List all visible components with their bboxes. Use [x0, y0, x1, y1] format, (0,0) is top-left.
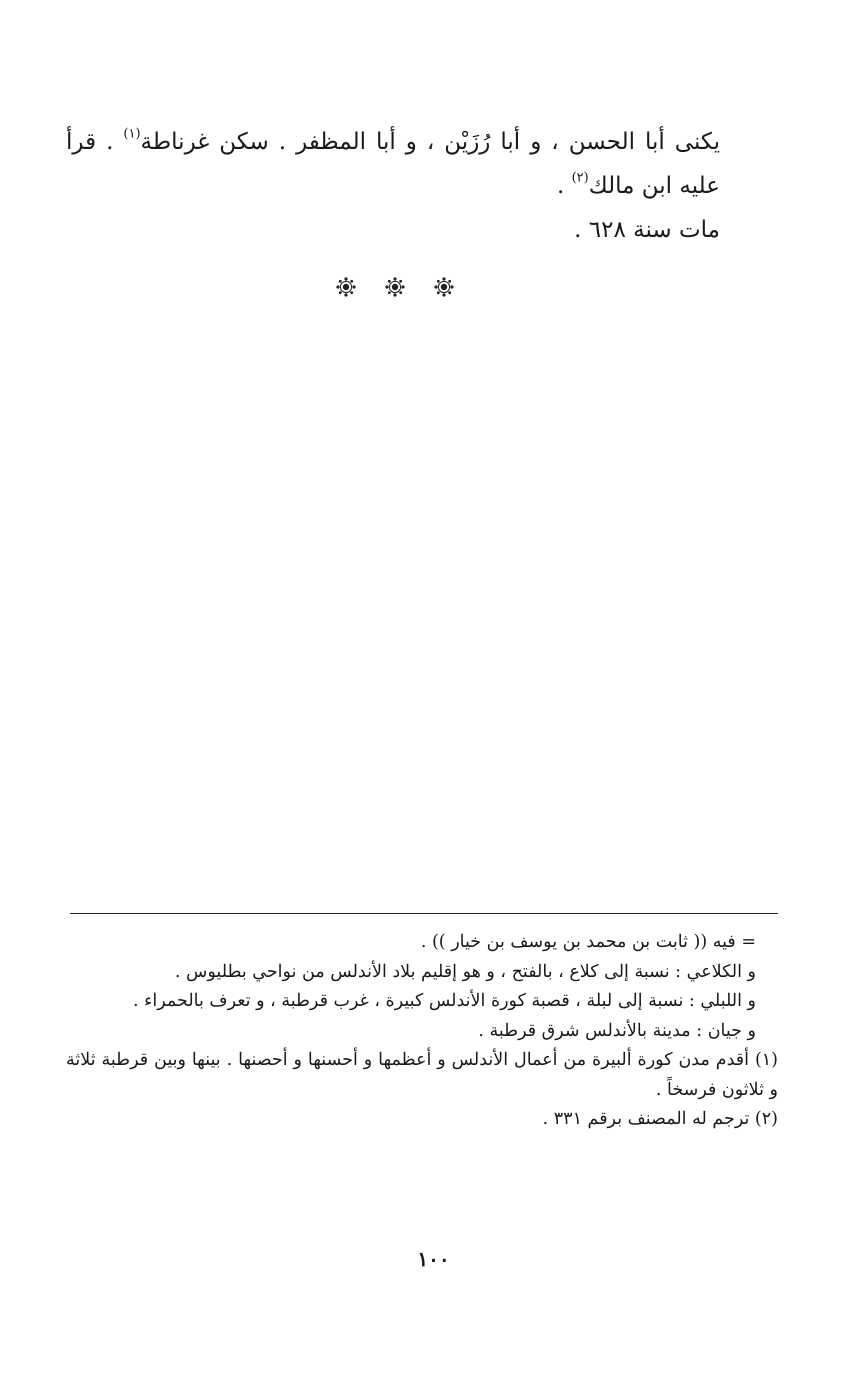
page-number: ١٠٠: [417, 1247, 450, 1271]
footnotes: [66, 928, 778, 1135]
footnote-ref-2: (٢): [571, 170, 589, 186]
footnote-continued-line: و جيان : مدينة بالأندلس شرق قرطبة .: [478, 1020, 756, 1041]
biography-text-part: .: [556, 173, 572, 199]
footnote-ref-1: (١): [123, 126, 141, 142]
flower-ornament-icon: [384, 276, 406, 298]
flower-ornament-icon: [335, 276, 357, 298]
biography-text: [66, 120, 778, 252]
biography-text-part: يكنى أبا الحسن ، و أبا رُزَيْن ، و أبا المظفر . سكن غرناطة: [140, 129, 720, 155]
footnote-continued-line: و الكلاعي : نسبة إلى كلاع ، بالفتح ، و هو إقليم بلاد الأندلس من نواحي بطليوس .: [174, 961, 756, 982]
death-year-line: مات سنة ٦٢٨ .: [574, 217, 720, 243]
footnote-1: (١) أقدم مدن كورة ألبيرة من أعمال الأندلس و أعظمها و أحسنها و أحصنها . بينها وبين قرطبة ثلاثة و ثلاثون فرسخاً .: [66, 1050, 778, 1100]
biography-paragraph: [66, 120, 778, 208]
biography-text-part: . قرأ عليه ابن مالك: [66, 129, 720, 199]
section-ornaments: [335, 276, 455, 298]
footnote-2: (٢) ترجم له المصنف برقم ٣٣١ .: [542, 1109, 778, 1129]
footnote-divider: [70, 913, 778, 914]
footnote-continued-line: و اللبلي : نسبة إلى لبلة ، قصبة كورة الأندلس كبيرة ، غرب قرطبة ، و تعرف بالحمراء .: [133, 991, 756, 1011]
flower-ornament-icon: [433, 276, 455, 298]
footnote-continued-line: = فيه (( ثابت بن محمد بن يوسف بن خيار )) .: [420, 932, 756, 952]
